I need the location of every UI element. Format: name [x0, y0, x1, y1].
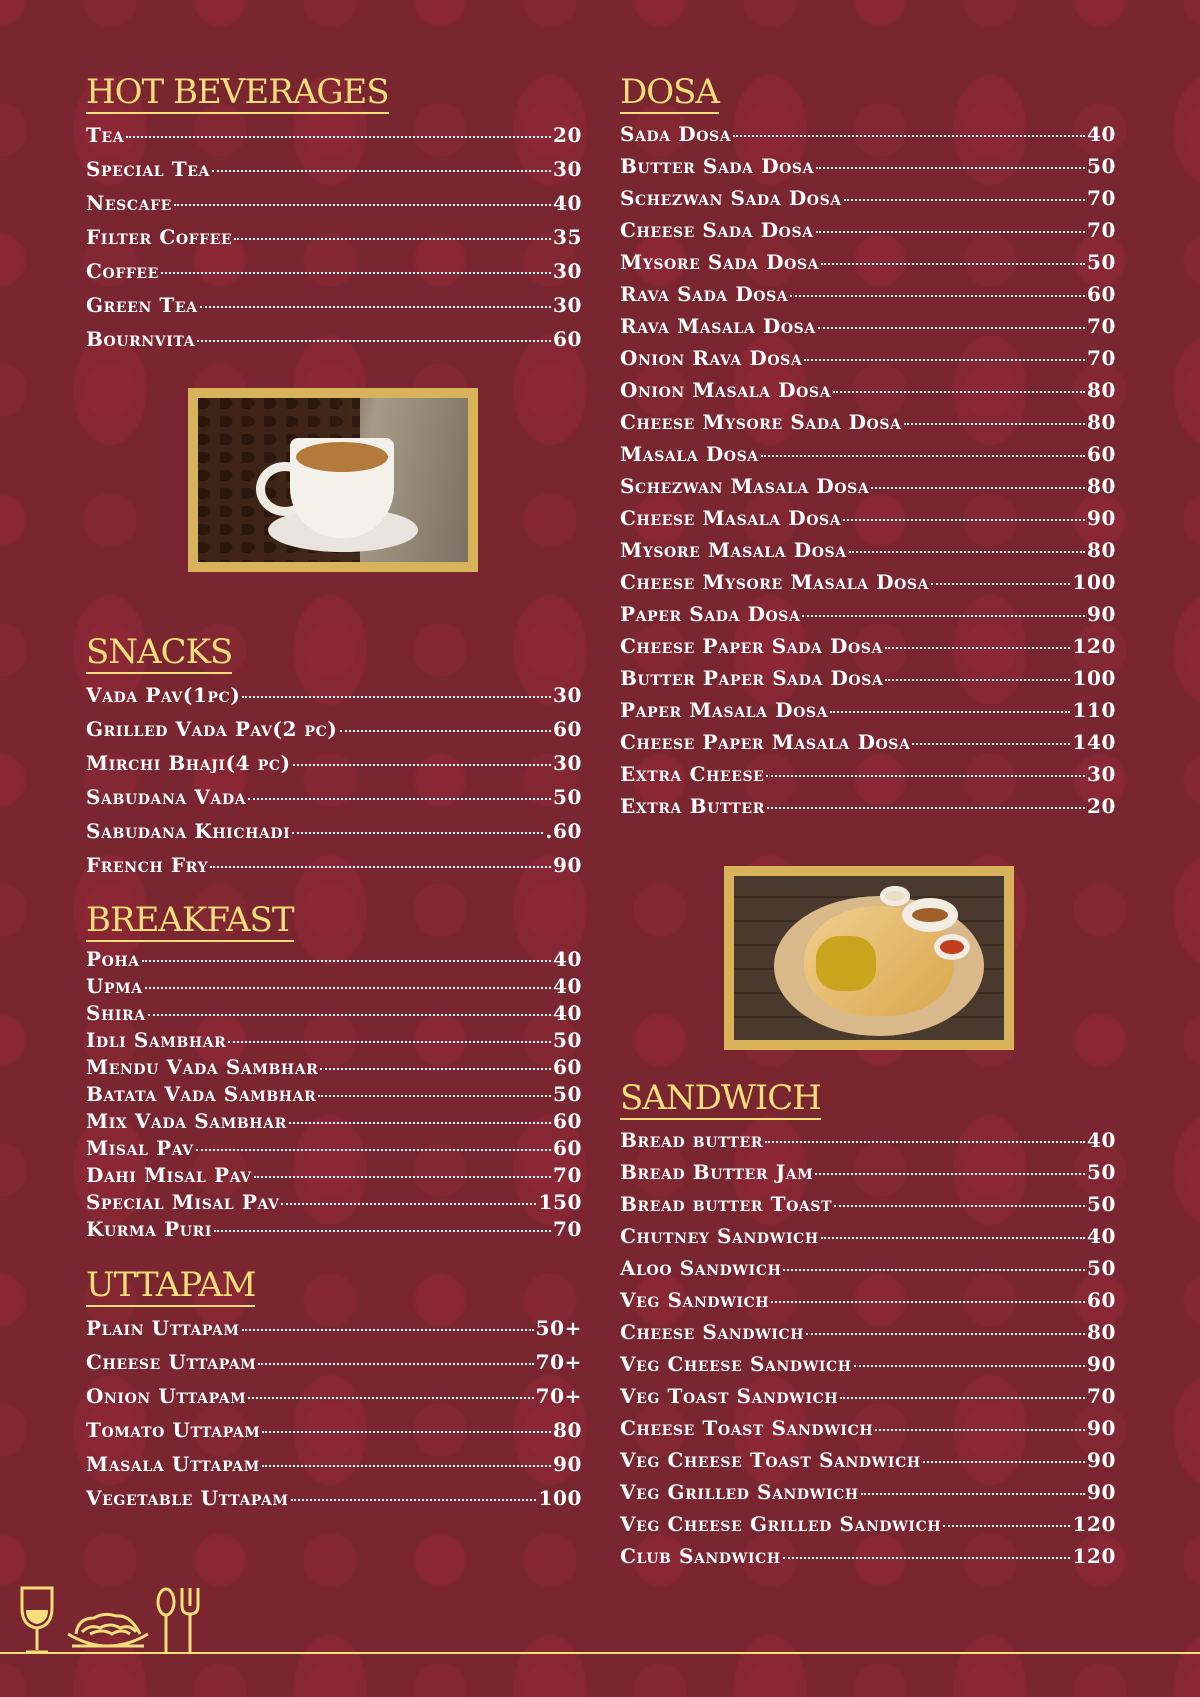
- item-price: 70: [1086, 346, 1116, 370]
- dot-leader: [320, 1068, 551, 1070]
- item-name: Cheese Uttapam: [86, 1350, 257, 1374]
- item-name: Veg Grilled Sandwich: [620, 1480, 859, 1504]
- dot-leader: [816, 231, 1085, 233]
- menu-item: [620, 118, 1116, 150]
- item-name: Paper Masala Dosa: [620, 698, 829, 722]
- item-name: Special Misal Pav: [86, 1190, 280, 1214]
- menu-item: [86, 712, 582, 746]
- menu-item: [620, 662, 1116, 694]
- item-name: Mysore Masala Dosa: [620, 538, 847, 562]
- item-price: 70+: [535, 1384, 582, 1408]
- item-price: 20: [1086, 794, 1116, 818]
- menu-item: [86, 254, 582, 288]
- item-price: 80: [1086, 1320, 1116, 1344]
- section-title-snacks: SNACKS: [86, 632, 233, 672]
- menu-list: [620, 1124, 1116, 1572]
- menu-item: [620, 438, 1116, 470]
- item-price: .60: [545, 819, 582, 843]
- dot-leader: [200, 306, 551, 308]
- item-name: Vada Pav(1pc): [86, 683, 241, 707]
- item-name: Masala Dosa: [620, 442, 759, 466]
- dot-leader: [161, 272, 551, 274]
- menu-item: [620, 758, 1116, 790]
- item-name: Batata Vada Sambhar: [86, 1082, 317, 1106]
- item-price: 30: [552, 751, 582, 775]
- menu-item: [620, 342, 1116, 374]
- dot-leader: [197, 340, 551, 342]
- item-name: Dahi Misal Pav: [86, 1163, 252, 1187]
- dot-leader: [291, 1499, 537, 1501]
- dot-leader: [843, 519, 1085, 521]
- dot-leader: [281, 1203, 536, 1205]
- sandwich-section: [620, 1078, 1116, 1572]
- dot-leader: [861, 1493, 1085, 1495]
- item-name: Sada Dosa: [620, 122, 732, 146]
- menu-list: [86, 946, 582, 1243]
- dot-leader: [821, 263, 1085, 265]
- dot-leader: [771, 1301, 1085, 1303]
- item-price: 50: [552, 1082, 582, 1106]
- menu-item: [86, 1447, 582, 1481]
- menu-item: [620, 534, 1116, 566]
- item-name: Veg Cheese Toast Sandwich: [620, 1448, 921, 1472]
- item-name: Onion Uttapam: [86, 1384, 247, 1408]
- item-name: Bread Butter Jam: [620, 1160, 814, 1184]
- menu-item: [620, 214, 1116, 246]
- item-name: Cheese Masala Dosa: [620, 506, 842, 530]
- item-price: 40: [552, 1001, 582, 1025]
- dot-leader: [733, 135, 1085, 137]
- dot-leader: [904, 423, 1085, 425]
- menu-item: [86, 288, 582, 322]
- snacks-section: [86, 632, 582, 882]
- menu-item: [620, 406, 1116, 438]
- menu-item: [86, 1054, 582, 1081]
- dot-leader: [912, 743, 1070, 745]
- item-name: Mendu Vada Sambhar: [86, 1055, 319, 1079]
- menu-item: [620, 1124, 1116, 1156]
- menu-item: [86, 1162, 582, 1189]
- item-name: Veg Toast Sandwich: [620, 1384, 839, 1408]
- item-price: 60: [552, 327, 582, 351]
- menu-item: [86, 814, 582, 848]
- dot-leader: [262, 1431, 551, 1433]
- item-name: Shira: [86, 1001, 146, 1025]
- item-name: Rava Masala Dosa: [620, 314, 816, 338]
- item-price: 40: [1086, 122, 1116, 146]
- item-price: 90: [1086, 1448, 1116, 1472]
- dot-leader: [815, 1173, 1085, 1175]
- item-name: Cheese Toast Sandwich: [620, 1416, 874, 1440]
- menu-item: [620, 726, 1116, 758]
- item-name: Nescafe: [86, 191, 172, 215]
- item-name: Coffee: [86, 259, 159, 283]
- menu-list: [86, 118, 582, 356]
- item-price: 140: [1072, 730, 1116, 754]
- menu-item: [86, 322, 582, 356]
- spacer: [86, 1243, 582, 1265]
- item-price: 90: [1086, 506, 1116, 530]
- menu-item: [620, 374, 1116, 406]
- item-price: 50: [552, 1028, 582, 1052]
- item-price: 40: [552, 974, 582, 998]
- item-price: 110: [1072, 698, 1116, 722]
- dot-leader: [142, 960, 551, 962]
- item-name: Sabudana Vada: [86, 785, 247, 809]
- item-price: 30: [1086, 762, 1116, 786]
- menu-item: [86, 678, 582, 712]
- item-price: 70: [552, 1217, 582, 1241]
- dot-leader: [289, 1122, 551, 1124]
- item-name: Cheese Mysore Sada Dosa: [620, 410, 902, 434]
- item-price: 40: [1086, 1224, 1116, 1248]
- item-price: 80: [1086, 474, 1116, 498]
- left-column: [86, 72, 582, 1515]
- item-price: 40: [552, 191, 582, 215]
- menu-item: [620, 470, 1116, 502]
- item-price: 30: [552, 259, 582, 283]
- item-price: 90: [1086, 1480, 1116, 1504]
- dot-leader: [262, 1465, 551, 1467]
- menu-item: [620, 1220, 1116, 1252]
- menu-item: [86, 946, 582, 973]
- dot-leader: [802, 615, 1084, 617]
- item-name: Sabudana Khichadi: [86, 819, 291, 843]
- item-name: Vegetable Uttapam: [86, 1486, 289, 1510]
- item-name: Bread butter: [620, 1128, 764, 1152]
- item-price: 60: [1086, 442, 1116, 466]
- item-price: 70+: [535, 1350, 582, 1374]
- item-name: Poha: [86, 947, 140, 971]
- dot-leader: [212, 170, 551, 172]
- menu-item: [620, 1156, 1116, 1188]
- menu-item: [620, 1252, 1116, 1284]
- item-price: 30: [552, 293, 582, 317]
- dot-leader: [923, 1461, 1085, 1463]
- menu-item: [86, 186, 582, 220]
- item-price: 120: [1072, 1512, 1116, 1536]
- item-price: 100: [1072, 570, 1116, 594]
- item-price: 60: [552, 1109, 582, 1133]
- section-title-breakfast: BREAKFAST: [86, 900, 294, 940]
- menu-item: [86, 746, 582, 780]
- menu-list: [86, 1311, 582, 1515]
- section-title-uttapam: UTTAPAM: [86, 1265, 256, 1305]
- item-name: Mirchi Bhaji(4 pc): [86, 751, 291, 775]
- menu-item: [620, 790, 1116, 822]
- menu-item: [86, 780, 582, 814]
- dot-leader: [885, 679, 1070, 681]
- item-name: Special Tea: [86, 157, 211, 181]
- menu-item: [86, 1000, 582, 1027]
- item-price: 30: [552, 157, 582, 181]
- item-price: 60: [552, 1136, 582, 1160]
- menu-item: [620, 630, 1116, 662]
- item-name: Extra Butter: [620, 794, 765, 818]
- item-price: 50: [1086, 1160, 1116, 1184]
- menu-item: [620, 1380, 1116, 1412]
- item-name: Rava Sada Dosa: [620, 282, 789, 306]
- dosa-section: [620, 72, 1116, 822]
- menu-item: [620, 182, 1116, 214]
- item-price: 70: [1086, 218, 1116, 242]
- menu-item: [86, 1413, 582, 1447]
- menu-list: [620, 118, 1116, 822]
- dot-leader: [833, 391, 1085, 393]
- dot-leader: [228, 1041, 551, 1043]
- item-name: Idli Sambhar: [86, 1028, 227, 1052]
- dot-leader: [210, 866, 551, 868]
- item-name: Cheese Sandwich: [620, 1320, 805, 1344]
- item-price: 90: [1086, 1352, 1116, 1376]
- dot-leader: [126, 136, 551, 138]
- menu-item: [86, 1481, 582, 1515]
- dot-leader: [840, 1397, 1085, 1399]
- menu-item: [620, 1316, 1116, 1348]
- item-name: Tomato Uttapam: [86, 1418, 261, 1442]
- dot-leader: [790, 295, 1085, 297]
- item-price: 70: [1086, 1384, 1116, 1408]
- fork-icon: [182, 1588, 198, 1652]
- menu-item: [86, 1189, 582, 1216]
- menu-item: [86, 220, 582, 254]
- menu-item: [86, 1135, 582, 1162]
- item-name: Extra Cheese: [620, 762, 765, 786]
- dot-leader: [248, 1397, 533, 1399]
- item-price: 100: [538, 1486, 582, 1510]
- uttapam-section: [86, 1265, 582, 1515]
- menu-item: [620, 598, 1116, 630]
- menu-item: [86, 1379, 582, 1413]
- item-price: 120: [1072, 1544, 1116, 1568]
- item-price: 90: [1086, 1416, 1116, 1440]
- item-price: 80: [552, 1418, 582, 1442]
- item-name: Cheese Paper Masala Dosa: [620, 730, 911, 754]
- item-price: 50: [1086, 250, 1116, 274]
- menu-item: [86, 848, 582, 882]
- dot-leader: [830, 711, 1070, 713]
- item-name: Onion Rava Dosa: [620, 346, 803, 370]
- item-name: Club Sandwich: [620, 1544, 781, 1568]
- dot-leader: [783, 1557, 1071, 1559]
- dot-leader: [174, 204, 551, 206]
- dot-leader: [292, 832, 543, 834]
- dot-leader: [844, 199, 1085, 201]
- item-name: Veg Cheese Grilled Sandwich: [620, 1512, 942, 1536]
- item-price: 50: [1086, 154, 1116, 178]
- dot-leader: [258, 1363, 533, 1365]
- dot-leader: [885, 647, 1071, 649]
- menu-item: [620, 566, 1116, 598]
- menu-item: [620, 150, 1116, 182]
- footer-icons: [16, 1582, 216, 1656]
- menu-item: [86, 1311, 582, 1345]
- menu-item: [620, 246, 1116, 278]
- menu-item: [86, 1027, 582, 1054]
- menu-item: [620, 1284, 1116, 1316]
- menu-item: [86, 118, 582, 152]
- dot-leader: [761, 455, 1085, 457]
- item-price: 50: [1086, 1256, 1116, 1280]
- item-price: 90: [1086, 602, 1116, 626]
- dot-leader: [871, 487, 1085, 489]
- item-name: Grilled Vada Pav(2 pc): [86, 717, 338, 741]
- section-title-hot-beverages: HOT BEVERAGES: [86, 72, 389, 112]
- dot-leader: [943, 1525, 1070, 1527]
- item-price: 90: [552, 853, 582, 877]
- item-price: 60: [552, 1055, 582, 1079]
- item-name: Mix Vada Sambhar: [86, 1109, 287, 1133]
- dot-leader: [766, 775, 1085, 777]
- item-name: Schezwan Sada Dosa: [620, 186, 842, 210]
- item-name: Cheese Paper Sada Dosa: [620, 634, 883, 658]
- item-name: Tea: [86, 123, 125, 147]
- dot-leader: [214, 1230, 551, 1232]
- masala-dosa-photo: [724, 866, 1014, 1050]
- dot-leader: [804, 359, 1085, 361]
- item-name: Cheese Mysore Masala Dosa: [620, 570, 930, 594]
- menu-item: [620, 502, 1116, 534]
- dot-leader: [318, 1095, 551, 1097]
- menu-item: [620, 1444, 1116, 1476]
- item-name: Filter Coffee: [86, 225, 233, 249]
- item-price: 70: [1086, 314, 1116, 338]
- hot-beverages-section: [86, 72, 582, 356]
- dot-leader: [931, 583, 1070, 585]
- dot-leader: [248, 798, 551, 800]
- item-name: Bournvita: [86, 327, 196, 351]
- item-price: 60: [1086, 282, 1116, 306]
- dot-leader: [818, 327, 1085, 329]
- section-title-sandwich: SANDWICH: [620, 1078, 821, 1118]
- item-name: Schezwan Masala Dosa: [620, 474, 870, 498]
- menu-item: [620, 694, 1116, 726]
- dot-leader: [834, 1205, 1085, 1207]
- menu-item: [620, 1508, 1116, 1540]
- item-name: Mysore Sada Dosa: [620, 250, 820, 274]
- dot-leader: [783, 1269, 1085, 1271]
- dot-leader: [821, 1237, 1085, 1239]
- spacer: [86, 882, 582, 900]
- section-title-dosa: DOSA: [620, 72, 719, 112]
- dot-leader: [765, 1141, 1085, 1143]
- menu-item: [86, 1108, 582, 1135]
- item-price: 80: [1086, 410, 1116, 434]
- menu-item: [620, 278, 1116, 310]
- right-column: [620, 72, 1116, 1572]
- item-price: 60: [1086, 1288, 1116, 1312]
- item-name: Veg Cheese Sandwich: [620, 1352, 852, 1376]
- item-price: 80: [1086, 378, 1116, 402]
- menu-item: [620, 1476, 1116, 1508]
- menu-item: [86, 973, 582, 1000]
- dot-leader: [875, 1429, 1085, 1431]
- item-name: Butter Paper Sada Dosa: [620, 666, 884, 690]
- item-name: Chutney Sandwich: [620, 1224, 819, 1248]
- item-name: Masala Uttapam: [86, 1452, 260, 1476]
- item-price: 40: [552, 947, 582, 971]
- menu-list: [86, 678, 582, 882]
- item-name: Plain Uttapam: [86, 1316, 240, 1340]
- wine-glass-icon: [22, 1588, 52, 1652]
- item-name: Cheese Sada Dosa: [620, 218, 814, 242]
- breakfast-section: [86, 900, 582, 1243]
- dot-leader: [242, 1329, 534, 1331]
- item-name: Misal Pav: [86, 1136, 194, 1160]
- item-name: French Fry: [86, 853, 209, 877]
- dot-leader: [148, 1014, 551, 1016]
- dot-leader: [816, 167, 1085, 169]
- item-price: 35: [552, 225, 582, 249]
- item-price: 30: [552, 683, 582, 707]
- item-price: 50: [1086, 1192, 1116, 1216]
- menu-item: [620, 1412, 1116, 1444]
- menu-item: [86, 152, 582, 186]
- dot-leader: [854, 1365, 1085, 1367]
- dot-leader: [849, 551, 1085, 553]
- item-price: 90: [552, 1452, 582, 1476]
- menu-item: [86, 1216, 582, 1243]
- noodle-bowl-icon: [68, 1614, 148, 1646]
- dot-leader: [196, 1149, 551, 1151]
- item-price: 100: [1072, 666, 1116, 690]
- menu-item: [86, 1081, 582, 1108]
- item-name: Aloo Sandwich: [620, 1256, 782, 1280]
- menu-item: [86, 1345, 582, 1379]
- dot-leader: [340, 730, 551, 732]
- item-name: Upma: [86, 974, 143, 998]
- dot-leader: [254, 1176, 551, 1178]
- menu-item: [620, 310, 1116, 342]
- dot-leader: [293, 764, 551, 766]
- item-price: 70: [1086, 186, 1116, 210]
- item-price: 50+: [535, 1316, 582, 1340]
- item-name: Veg Sandwich: [620, 1288, 770, 1312]
- item-name: Butter Sada Dosa: [620, 154, 815, 178]
- item-price: 80: [1086, 538, 1116, 562]
- dot-leader: [145, 987, 551, 989]
- item-price: 20: [552, 123, 582, 147]
- item-name: Paper Sada Dosa: [620, 602, 801, 626]
- spoon-icon: [158, 1589, 174, 1652]
- item-name: Green Tea: [86, 293, 198, 317]
- item-name: Bread butter Toast: [620, 1192, 833, 1216]
- menu-item: [620, 1348, 1116, 1380]
- dot-leader: [767, 807, 1085, 809]
- menu-item: [620, 1540, 1116, 1572]
- item-name: Kurma Puri: [86, 1217, 212, 1241]
- dot-leader: [242, 696, 551, 698]
- item-price: 120: [1072, 634, 1116, 658]
- dot-leader: [806, 1333, 1085, 1335]
- dot-leader: [234, 238, 551, 240]
- item-name: Onion Masala Dosa: [620, 378, 832, 402]
- coffee-cup-photo: [188, 388, 478, 572]
- menu-item: [620, 1188, 1116, 1220]
- item-price: 70: [552, 1163, 582, 1187]
- item-price: 40: [1086, 1128, 1116, 1152]
- item-price: 50: [552, 785, 582, 809]
- item-price: 150: [538, 1190, 582, 1214]
- item-price: 60: [552, 717, 582, 741]
